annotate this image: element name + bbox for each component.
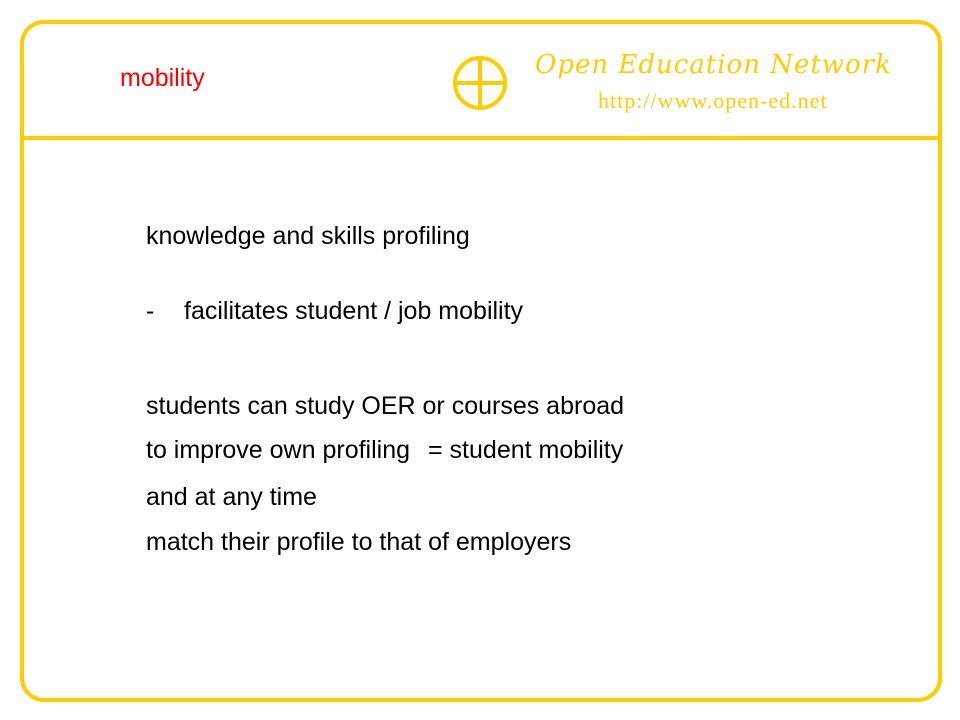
body-line-2 xyxy=(146,438,623,463)
bullet-marker: - xyxy=(146,297,155,325)
slide-title: mobility xyxy=(120,64,205,92)
body-heading: knowledge and skills profiling xyxy=(146,222,470,250)
bullet-text: facilitates student / job mobility xyxy=(184,297,524,325)
body-line-1: students can study OER or courses abroad xyxy=(146,392,625,420)
org-url: http://www.open-ed.net xyxy=(598,88,828,113)
body-line-2-equals: = student mobility xyxy=(428,436,624,464)
circle-cross-logo-icon xyxy=(452,55,508,111)
org-name: Open Education Network xyxy=(535,50,892,80)
header-divider xyxy=(22,136,938,140)
body-line-2-text: to improve own profiling xyxy=(146,436,411,464)
slide-frame xyxy=(20,20,942,702)
body-line-3: and at any time xyxy=(146,483,317,511)
body-line-4: match their profile to that of employers xyxy=(146,528,572,556)
